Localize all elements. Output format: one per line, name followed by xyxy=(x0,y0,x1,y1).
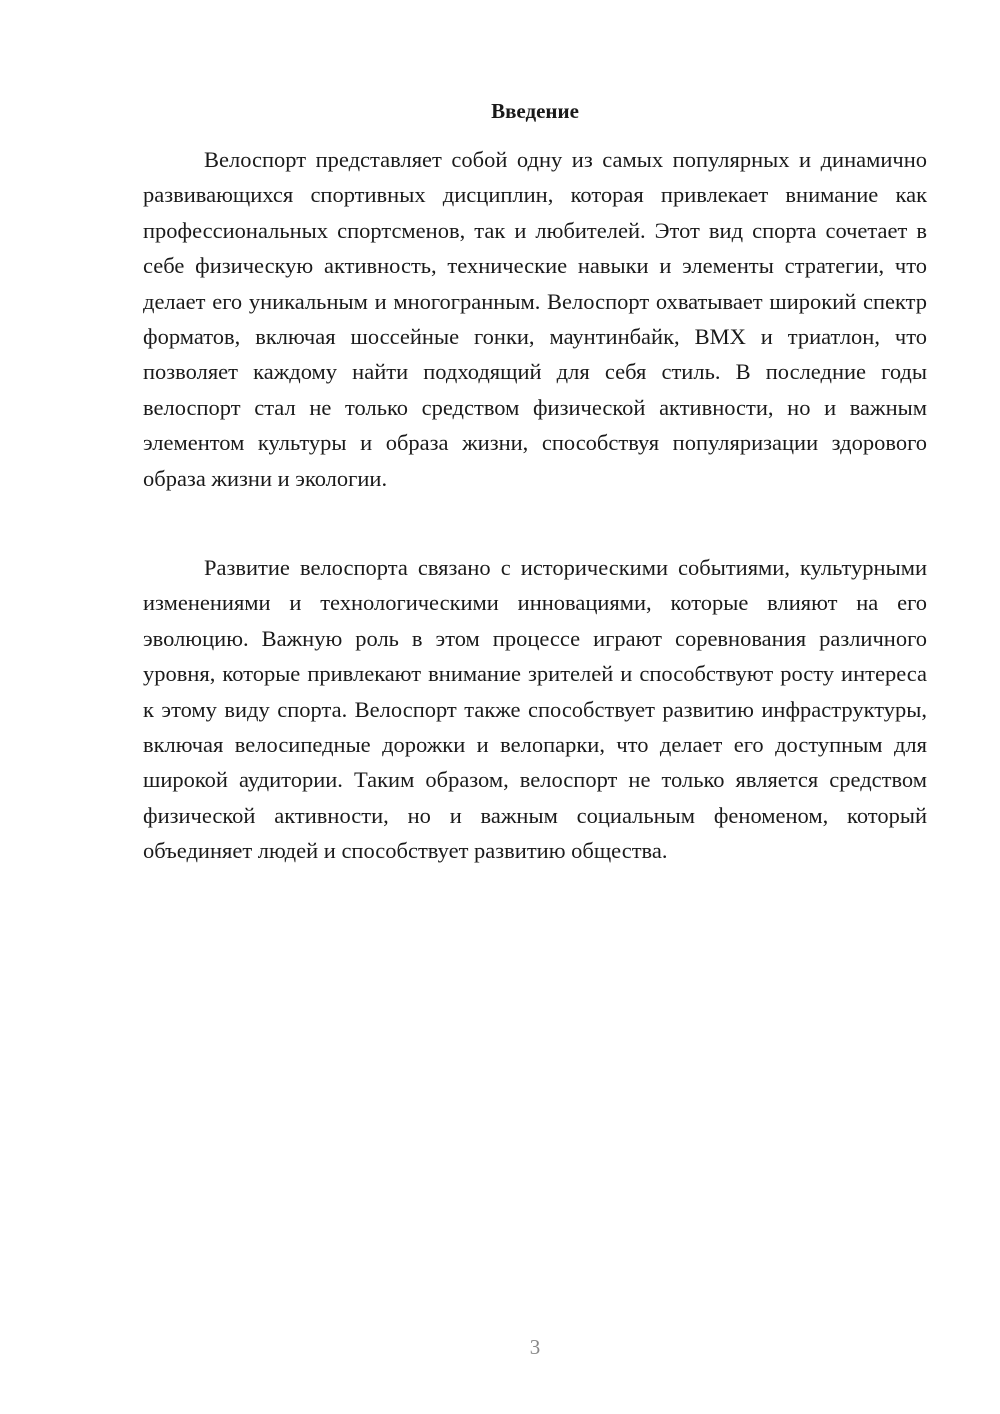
paragraph-1: Велоспорт представляет собой одну из самых популярных и динамично развивающихся спортивных дисциплин, которая привлекает внимание как профессиональных спортсменов, так и любителей. Этот вид спорта сочетает в себе физическую активность, технические навыки и элементы стратегии, что делает его уникальным и многогранным. Велоспорт охватывает широкий спектр форматов, включая шоссейные гонки, маунтинбайк, BMX и триатлон, что позволяет каждому найти подходящий для себя стиль. В последние годы велоспорт стал не только средством физической активности, но и важным элементом культуры и образа жизни, способствуя популяризации здорового образа жизни и экологии. xyxy=(143,147,927,491)
page-number: 3 xyxy=(529,1335,541,1359)
section-title: Введение xyxy=(491,99,579,123)
paragraph-2: Развитие велоспорта связано с историческими событиями, культурными изменениями и технологическими инновациями, которые влияют на его эволюцию. Важную роль в этом процессе играют соревнования различного уровня, которые привлекают внимание зрителей и способствуют росту интереса к этому виду спорта. Велоспорт также способствует развитию инфраструктуры, включая велосипедные дорожки и велопарки, что делает его доступным для широкой аудитории. Таким образом, велоспорт не только является средством физической активности, но и важным социальным феноменом, который объединяет людей и способствует развитию общества. xyxy=(143,555,927,864)
